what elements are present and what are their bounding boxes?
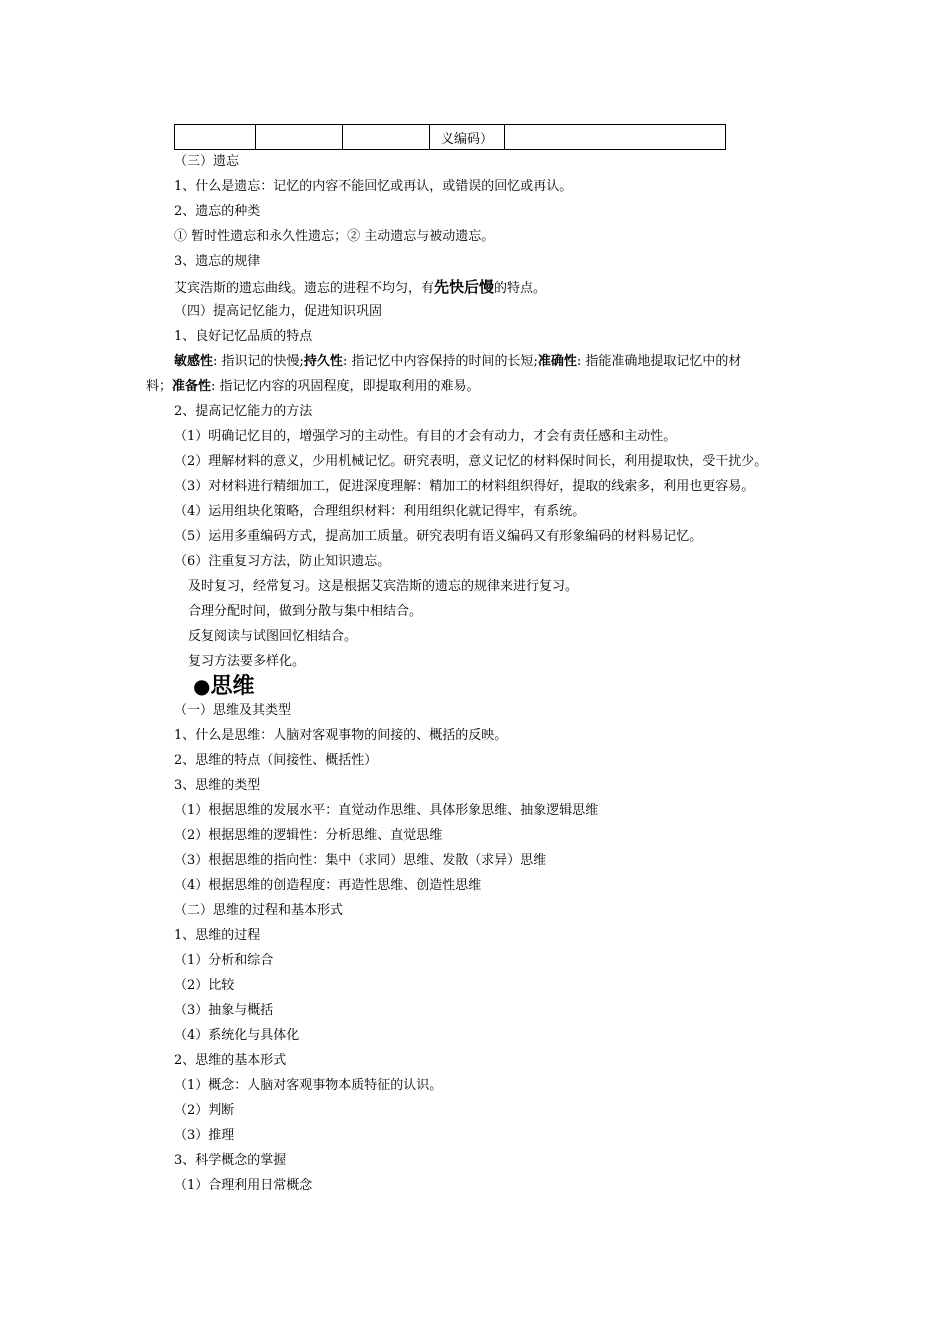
section-title: （三）遗忘 — [174, 154, 240, 169]
subheading: 3、遗忘的规律 — [174, 254, 261, 269]
paragraph: 1、什么是思维：人脑对客观事物的间接的、概括的反映。 — [174, 728, 508, 743]
table-cell — [175, 125, 256, 150]
section-title: （四）提高记忆能力，促进知识巩固 — [174, 304, 383, 319]
list-item: 反复阅读与试图回忆相结合。 — [188, 629, 358, 644]
section-title: （二）思维的过程和基本形式 — [174, 903, 344, 918]
term-definition: : 指记忆内容的巩固程度，即提取利用的难易。 — [211, 379, 480, 394]
list-item: （2）理解材料的意义，少用机械记忆。研究表明，意义记忆的材料保时间长，利用提取快，受干扰少。 — [174, 454, 768, 469]
term: 准备性 — [172, 379, 212, 394]
term: 准确性 — [537, 354, 577, 369]
term-definition: : 指识记的快慢; — [213, 354, 304, 369]
chapter-heading — [193, 672, 254, 701]
table-cell — [256, 125, 343, 150]
list-item: （3）推理 — [174, 1128, 235, 1143]
law-text: 艾宾浩斯的遗忘曲线。遗忘的进程不均匀，有 — [174, 281, 435, 296]
paragraph — [146, 378, 480, 396]
subheading: 1、良好记忆品质的特点 — [174, 329, 313, 344]
list-item: （2）判断 — [174, 1103, 235, 1118]
list-item: （1）根据思维的发展水平：直觉动作思维、具体形象思维、抽象逻辑思维 — [174, 803, 599, 818]
term: 敏感性 — [174, 354, 214, 369]
heading-text: 思维 — [210, 674, 255, 699]
table-cell — [343, 125, 430, 150]
list-item: （3）根据思维的指向性：集中（求同）思维、发散（求异）思维 — [174, 853, 547, 868]
list-item: （1）明确记忆目的，增强学习的主动性。有目的才会有动力，才会有责任感和主动性。 — [174, 429, 677, 444]
subheading: 3、科学概念的掌握 — [174, 1153, 287, 1168]
list-item: （1）概念：人脑对客观事物本质特征的认识。 — [174, 1078, 443, 1093]
subheading: 2、提高记忆能力的方法 — [174, 404, 313, 419]
law-text: 的特点。 — [494, 281, 547, 296]
list-item: （4）运用组块化策略，合理组织材料：利用组织化就记得牢，有系统。 — [174, 504, 586, 519]
paragraph: ① 暂时性遗忘和永久性遗忘；② 主动遗忘与被动遗忘。 — [174, 229, 495, 244]
table-row — [175, 125, 726, 150]
subheading: 3、思维的类型 — [174, 778, 261, 793]
law-emphasis: 先快后慢 — [434, 278, 495, 296]
list-item: （5）运用多重编码方式，提高加工质量。研究表明有语义编码又有形象编码的材料易记忆。 — [174, 529, 703, 544]
subheading: 1、思维的过程 — [174, 928, 261, 943]
section-title: （一）思维及其类型 — [174, 703, 292, 718]
table-cell — [505, 125, 726, 150]
term-definition: : 指记忆中内容保持的时间的长短; — [342, 354, 538, 369]
paragraph — [174, 353, 741, 371]
table-fragment — [174, 124, 726, 150]
paragraph: 2、思维的特点（间接性、概括性） — [174, 753, 378, 768]
list-item: （4）系统化与具体化 — [174, 1028, 300, 1043]
list-item: （2）比较 — [174, 978, 235, 993]
bullet-icon: ● — [193, 674, 211, 698]
list-item: （6）注重复习方法，防止知识遗忘。 — [174, 554, 391, 569]
list-item: （3）抽象与概括 — [174, 1003, 274, 1018]
paragraph: 1、什么是遗忘：记忆的内容不能回忆或再认，或错误的回忆或再认。 — [174, 179, 573, 194]
list-item: 及时复习，经常复习。这是根据艾宾浩斯的遗忘的规律来进行复习。 — [188, 579, 579, 594]
list-item: 合理分配时间，做到分散与集中相结合。 — [188, 604, 423, 619]
table-cell: 义编码） — [430, 125, 505, 150]
list-item: （4）根据思维的创造程度：再造性思维、创造性思维 — [174, 878, 482, 893]
subheading: 2、思维的基本形式 — [174, 1053, 287, 1068]
term-definition: : 指能准确地提取记忆中的材 — [576, 354, 742, 369]
paragraph — [174, 278, 546, 298]
list-item: （1）合理利用日常概念 — [174, 1178, 313, 1193]
list-item: （1）分析和综合 — [174, 953, 274, 968]
subheading: 2、遗忘的种类 — [174, 204, 261, 219]
term: 持久性 — [303, 354, 343, 369]
list-item: 复习方法要多样化。 — [188, 654, 306, 669]
list-item: （3）对材料进行精细加工，促进深度理解：精加工的材料组织得好，提取的线索多，利用也更容易。 — [174, 479, 755, 494]
term-definition: 料； — [146, 379, 173, 394]
list-item: （2）根据思维的逻辑性：分析思维、直觉思维 — [174, 828, 443, 843]
